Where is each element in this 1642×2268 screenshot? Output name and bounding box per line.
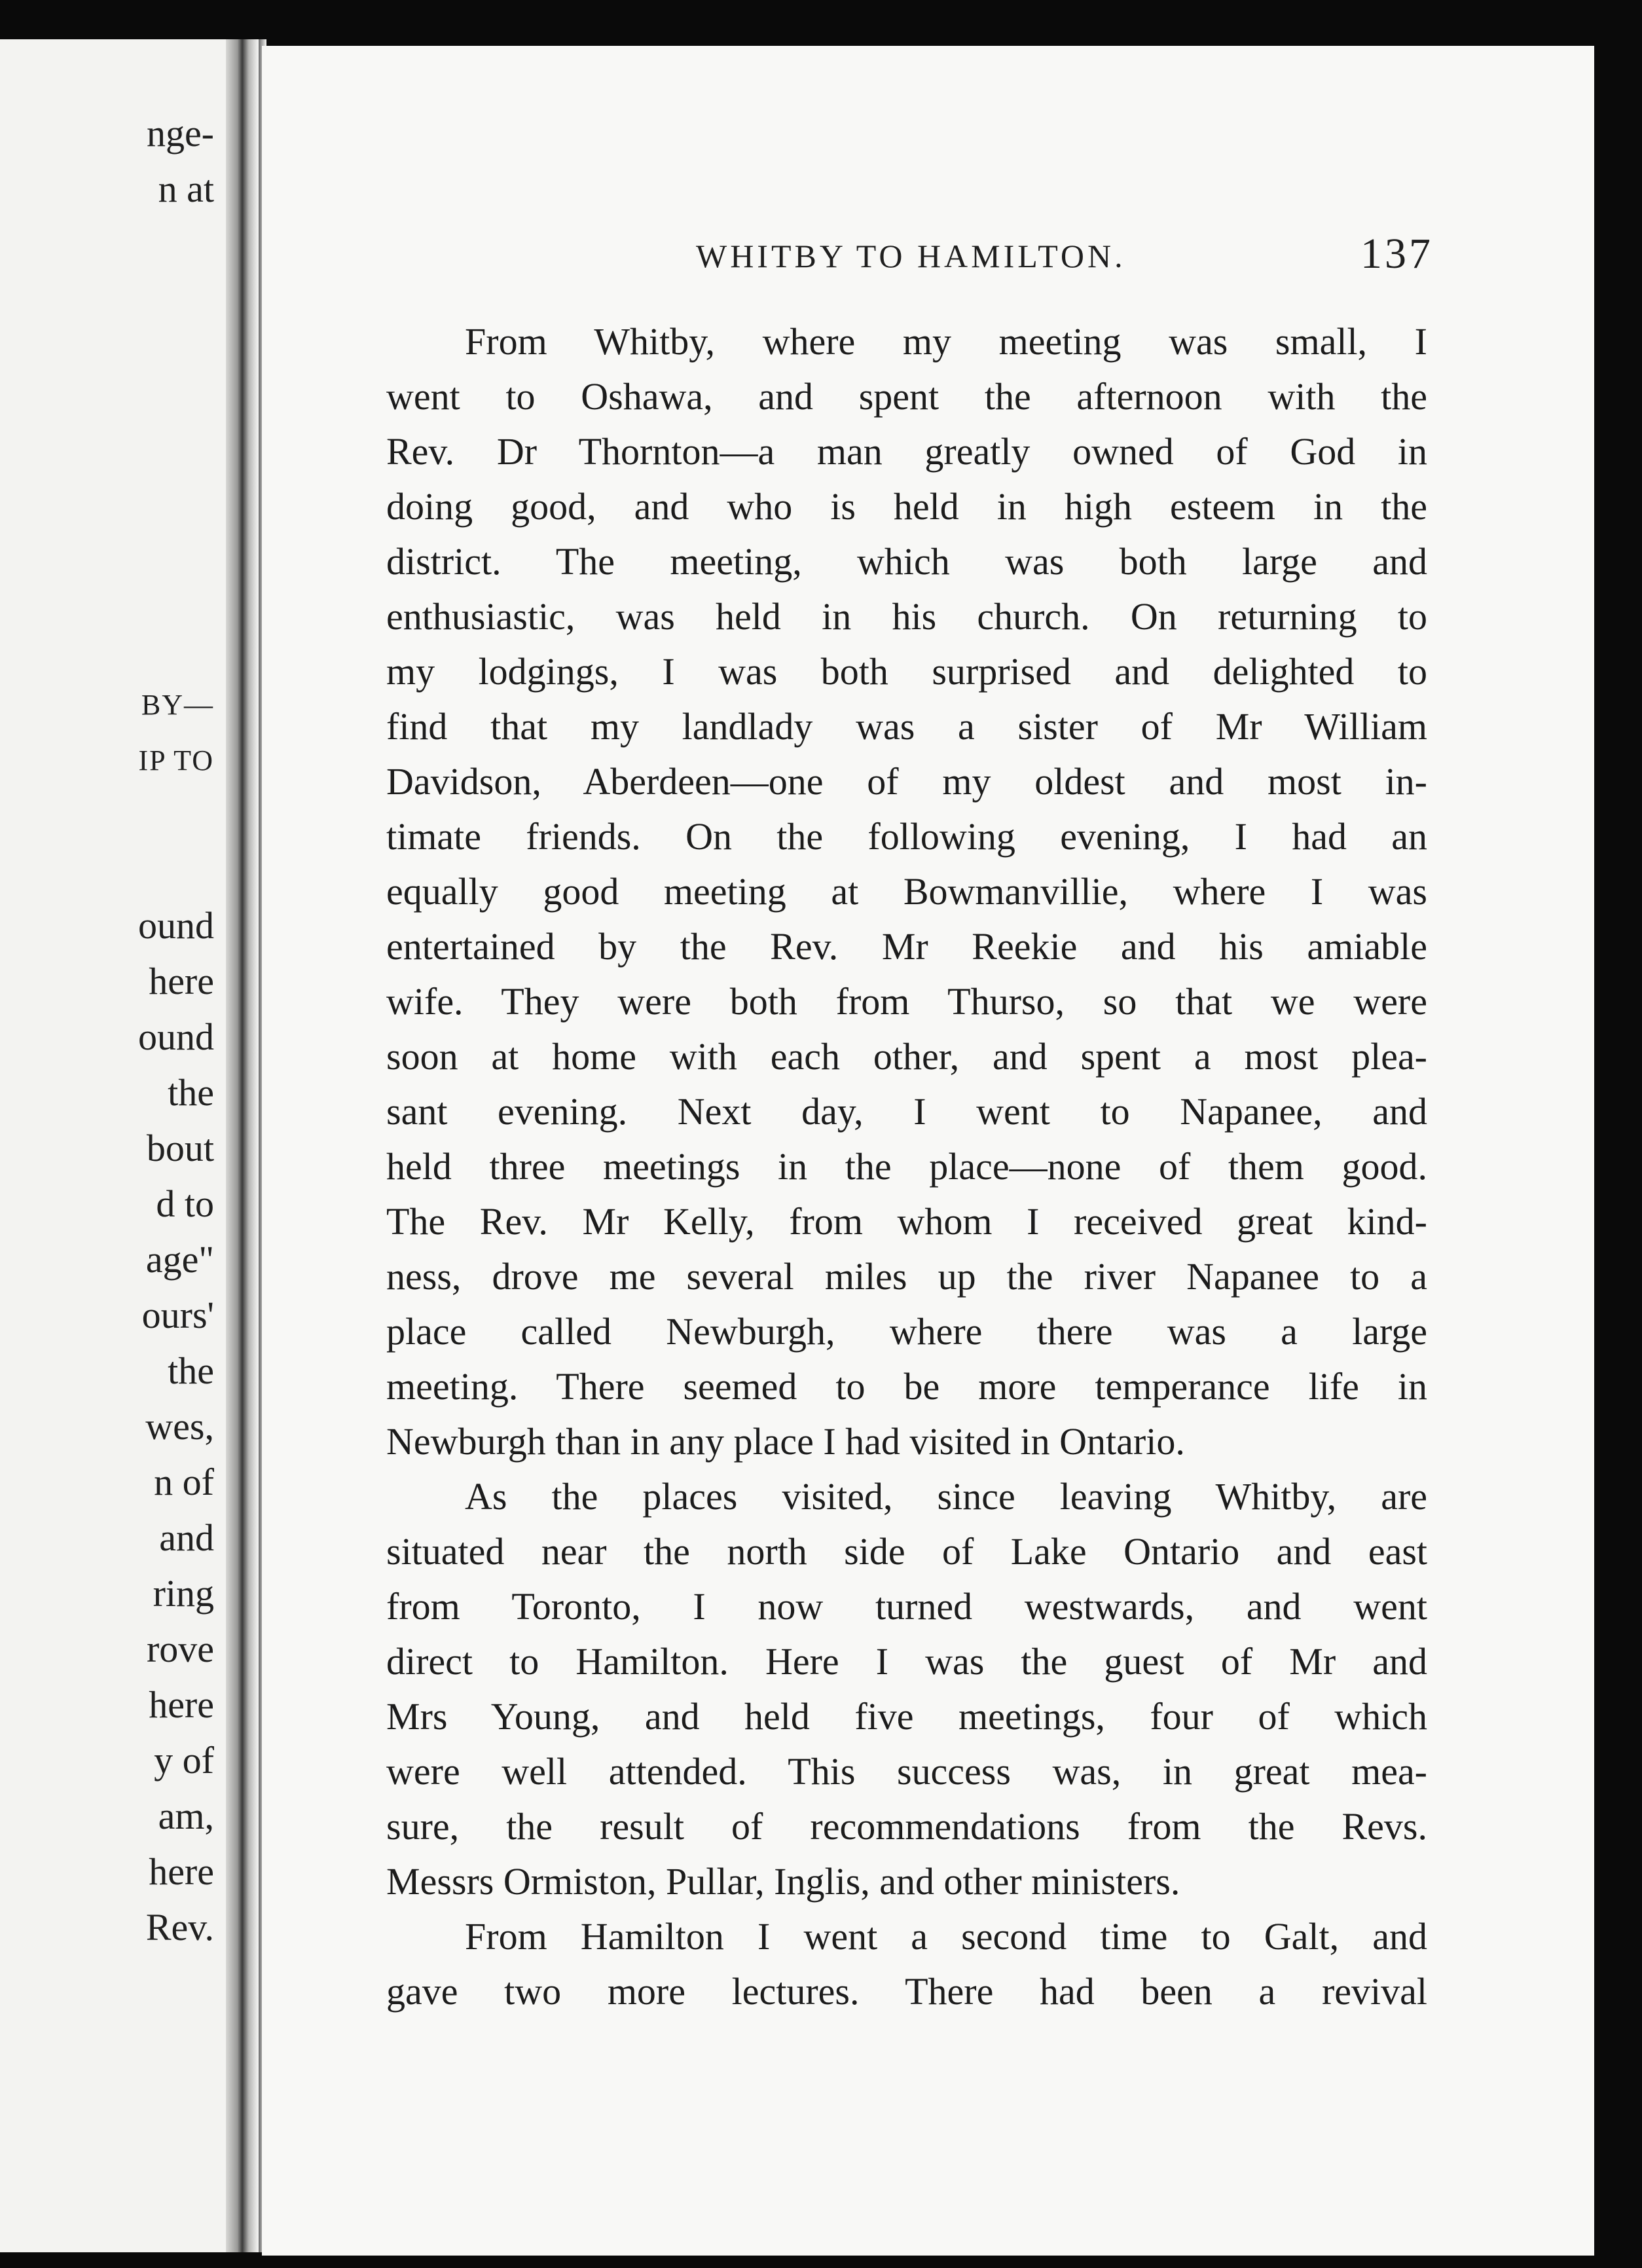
previous-page-line: nge- xyxy=(146,112,214,155)
text-line: From Hamilton I went a second time to Galt, and xyxy=(465,1915,1427,1958)
body-text xyxy=(386,314,1427,2019)
text-line: equally good meeting at Bowmanvillie, where I was xyxy=(386,870,1427,913)
text-line: enthusiastic, was held in his church. On returning to xyxy=(386,595,1427,638)
text-line: Mrs Young, and held five meetings, four of which xyxy=(386,1695,1427,1738)
text-line: sure, the result of recommendations from the Revs. xyxy=(386,1805,1427,1848)
previous-page-line: and xyxy=(159,1516,214,1559)
text-line: wife. They were both from Thurso, so that we were xyxy=(386,980,1427,1023)
text-line: As the places visited, since leaving Whitby, are xyxy=(465,1475,1427,1518)
text-line: doing good, and who is held in high esteem in the xyxy=(386,485,1427,528)
text-line: held three meetings in the place—none of them good. xyxy=(386,1145,1427,1188)
scan-border xyxy=(1594,39,1642,2268)
book-gutter xyxy=(226,39,259,2252)
previous-page-line: ound xyxy=(138,904,214,947)
text-line: gave two more lectures. There had been a revival xyxy=(386,1970,1427,2013)
text-line: ness, drove me several miles up the river Napanee to a xyxy=(386,1255,1427,1298)
previous-page-line: here xyxy=(149,1683,214,1726)
text-line: my lodgings, I was both surprised and delighted to xyxy=(386,650,1427,693)
previous-page-line: d to xyxy=(156,1182,214,1225)
text-line: soon at home with each other, and spent a most plea- xyxy=(386,1035,1427,1078)
text-line: from Toronto, I now turned westwards, and went xyxy=(386,1585,1427,1628)
previous-page-line: the xyxy=(168,1071,214,1114)
previous-page-line: wes, xyxy=(145,1405,214,1448)
text-line: find that my landlady was a sister of Mr William xyxy=(386,705,1427,748)
previous-page-line: BY— xyxy=(141,689,214,721)
text-line: meeting. There seemed to be more temperance life in xyxy=(386,1365,1427,1408)
text-line: entertained by the Rev. Mr Reekie and his amiable xyxy=(386,925,1427,968)
text-line: district. The meeting, which was both large and xyxy=(386,540,1427,583)
previous-page-fragment xyxy=(0,39,226,2252)
previous-page-line: IP TO xyxy=(138,744,214,777)
text-line: The Rev. Mr Kelly, from whom I received great kind- xyxy=(386,1200,1427,1243)
page-number: 137 xyxy=(1360,230,1433,278)
previous-page-line: the xyxy=(168,1349,214,1392)
previous-page-line: am, xyxy=(158,1795,214,1837)
text-line: Rev. Dr Thornton—a man greatly owned of God in xyxy=(386,430,1427,473)
text-line: timate friends. On the following evening, I had an xyxy=(386,815,1427,858)
text-line: place called Newburgh, where there was a large xyxy=(386,1310,1427,1353)
previous-page-line: age" xyxy=(145,1238,214,1281)
previous-page-line: y of xyxy=(154,1739,214,1782)
previous-page-line: bout xyxy=(146,1127,214,1169)
text-line: Messrs Ormiston, Pullar, Inglis, and other ministers. xyxy=(386,1860,1180,1903)
running-head: WHITBY TO HAMILTON. xyxy=(696,238,1126,274)
previous-page-line: n at xyxy=(158,168,214,210)
previous-page-line: n of xyxy=(154,1461,214,1503)
previous-page-line: Rev. xyxy=(145,1906,214,1948)
text-line: sant evening. Next day, I went to Napanee, and xyxy=(386,1090,1427,1133)
previous-page-line: rove xyxy=(146,1628,214,1670)
text-line: Davidson, Aberdeen—one of my oldest and most in- xyxy=(386,760,1427,803)
previous-page-line: here xyxy=(149,960,214,1002)
text-line: direct to Hamilton. Here I was the guest of Mr and xyxy=(386,1640,1427,1683)
previous-page-line: ound xyxy=(138,1015,214,1058)
previous-page-line: ours' xyxy=(141,1294,214,1336)
previous-page-line: here xyxy=(149,1850,214,1893)
previous-page-line: ring xyxy=(153,1572,214,1615)
text-line: Newburgh than in any place I had visited in Ontario. xyxy=(386,1420,1185,1463)
text-line: went to Oshawa, and spent the afternoon with the xyxy=(386,375,1427,418)
text-line: were well attended. This success was, in great mea- xyxy=(386,1750,1427,1793)
text-line: From Whitby, where my meeting was small, I xyxy=(465,320,1427,363)
text-line: situated near the north side of Lake Ontario and east xyxy=(386,1530,1427,1573)
